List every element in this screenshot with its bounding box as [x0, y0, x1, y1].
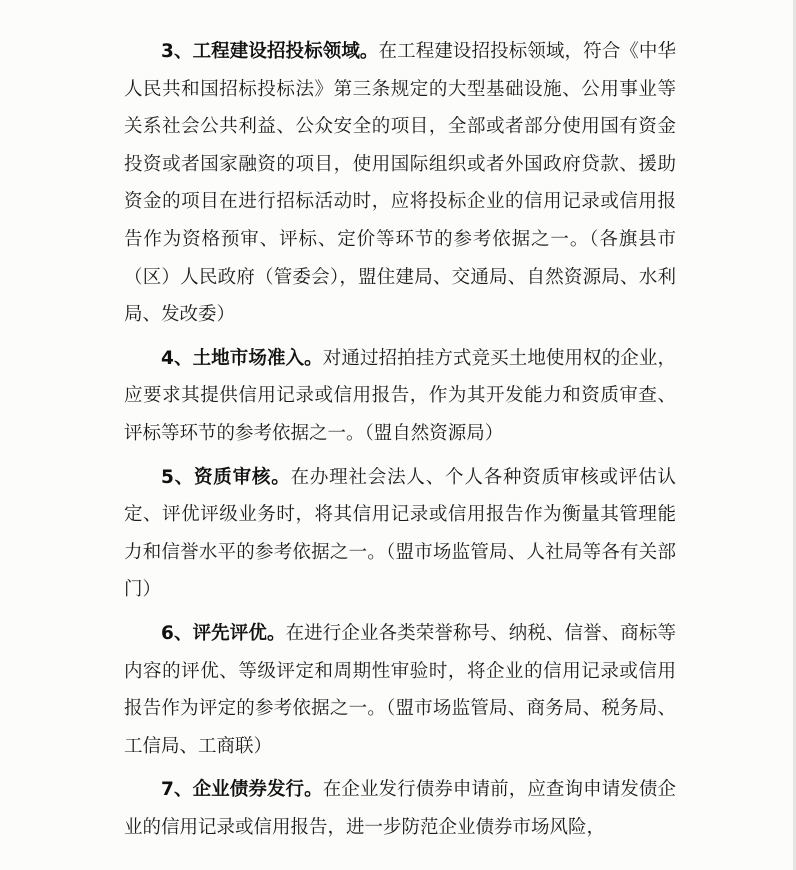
- paragraph-text: 在企业发行债券申请前，应查询申请发债企业的信用记录或信用报告，进一步防范企业债券市场风险，: [124, 779, 676, 838]
- paragraph-land-market: [124, 340, 676, 453]
- paragraph-heading: 6、评先评优。: [161, 622, 286, 644]
- paragraph-heading: 5、资质审核。: [161, 466, 291, 488]
- paragraph-bond-issuance: [124, 771, 676, 846]
- document-body: [124, 33, 676, 852]
- paragraph-heading: 3、工程建设招投标领域。: [161, 41, 379, 62]
- paragraph-evaluation-awards: [124, 615, 676, 765]
- paragraph-qualification-review: [124, 459, 676, 609]
- paragraph-text: 在进行企业各类荣誉称号、纳税、信誉、商标等内容的评优、等级评定和周期性审验时，将企业的信用记录或信用报告作为评定的参考依据之一。（盟市场监管局、商务局、税务局、工信局、工商联）: [124, 622, 676, 757]
- paragraph-heading: 4、土地市场准入。: [161, 347, 323, 369]
- paragraph-text: 对通过招拍挂方式竞买土地使用权的企业，应要求其提供信用记录或信用报告，作为其开发能力和资质审查、评标等环节的参考依据之一。（盟自然资源局）: [124, 347, 676, 444]
- paragraph-text: 在办理社会法人、个人各种资质审核或评估认定、评优评级业务时，将其信用记录或信用报告作为衡量其管理能力和信誉水平的参考依据之一。（盟市场监管局、人社局等各有关部门）: [124, 466, 676, 601]
- paragraph-heading: 7、企业债券发行。: [161, 779, 323, 801]
- paragraph-text: 在工程建设招投标领域，符合《中华人民共和国招标投标法》第三条规定的大型基础设施、公用事业等关系社会公共利益、公众安全的项目，全部或者部分使用国有资金投资或者国家融资的项目，使用国际组织或者外国政府贷款、援助资金的项目在进行招标活动时，应将投标企业的信用记录或信用报告作为资格预审、评标、定价等环节的参考依据之一。（各旗县市（区）人民政府（管委会），盟住建局、交通局、自然资源局、水利局、发改委）: [124, 41, 676, 326]
- paragraph-engineering-bidding: [124, 33, 676, 334]
